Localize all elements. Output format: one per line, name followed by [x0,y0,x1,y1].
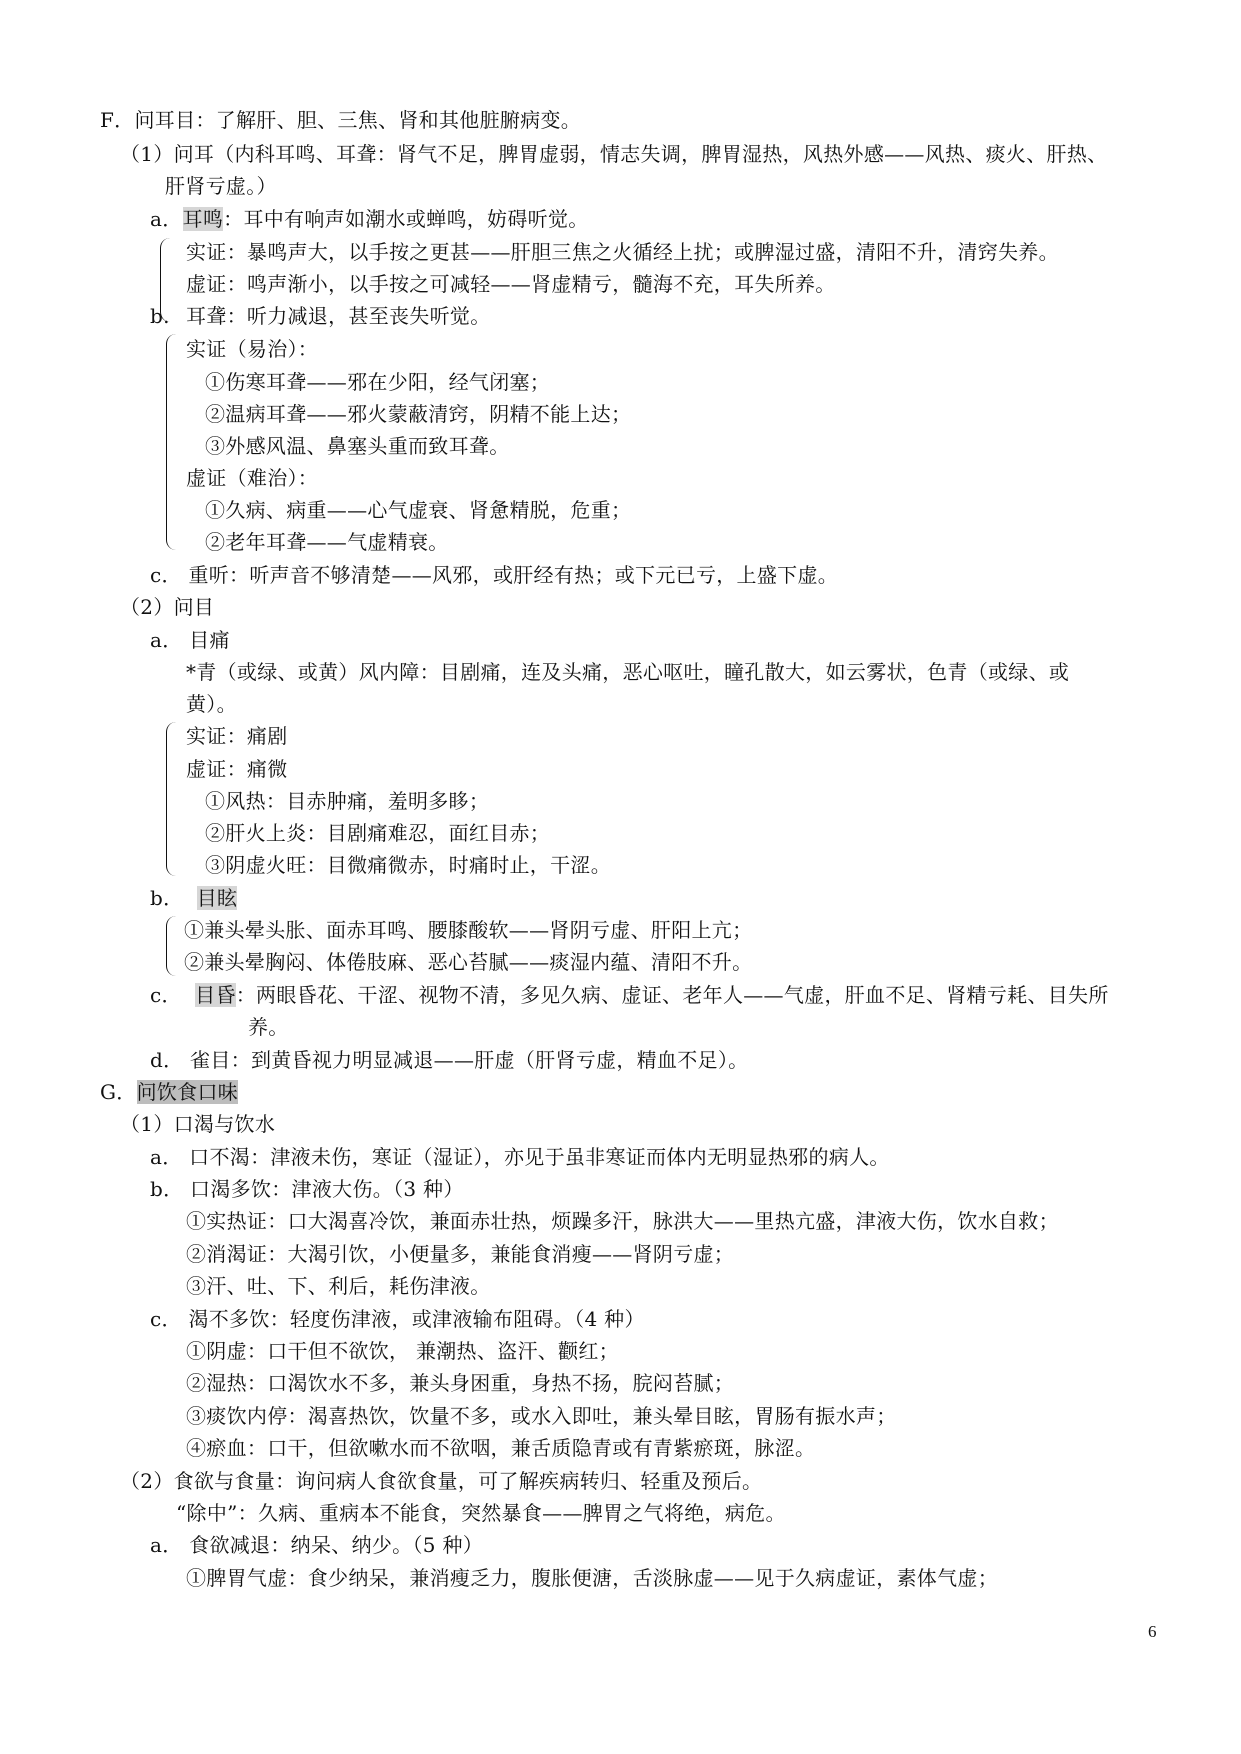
deafness-line: 耳聋：听力减退，甚至丧失听觉。 [186,304,491,328]
tinnitus-prefix: a． [150,207,183,231]
deafness-deficiency: 虚证（难治）： [186,466,319,490]
hard-of-hearing-line: c． 重听：听声音不够清楚——风邪，或肝经有热；或下元已亏，上盛下虚。 [150,563,839,587]
no-thirst-line: a． 口不渴：津液未伤，寒证（湿证），亦见于虽非寒证而体内无明显热邪的病人。 [150,1145,890,1169]
deafness-excess: 实证（易治）： [186,337,319,361]
glaucoma-note-line1: *青（或绿、或黄）风内障：目剧痛，连及头痛，恶心呕吐，瞳孔散大，如云雾状，色青（或绿、或 [186,660,1070,684]
tinnitus-line [150,205,589,233]
eye-pain-item-3: ③阴虚火旺：目微痛微赤，时痛时止，干涩。 [205,853,611,877]
eye-pain-excess: 实证：痛剧 [186,724,288,748]
thirst-drink-much-1: ①实热证：口大渴喜冷饮，兼面赤壮热，烦躁多汗，脉洪大——里热亢盛，津液大伤，饮水自救； [186,1209,1059,1233]
dizziness-item-2: ②兼头晕胸闷、体倦肢麻、恶心苔腻——痰湿内蕴、清阳不升。 [184,950,753,974]
section-f-title: F．问耳目：了解肝、胆、三焦、肾和其他脏腑病变。 [100,108,582,132]
tinnitus-excess: 实证：暴鸣声大，以手按之更甚——肝胆三焦之火循经上扰；或脾湿过盛，清阳不升，清窍失养。 [186,240,1059,264]
thirst-drink-much-2: ②消渴证：大渴引饮，小便量多，兼能食消瘦——肾阴亏虚； [186,1242,735,1266]
poor-appetite-1: ①脾胃气虚：食少纳呆，兼消瘦乏力，腹胀便溏，舌淡脉虚——见于久病虚证，素体气虚； [186,1566,998,1590]
deafness-deficiency-1: ①久病、病重——心气虚衰、肾惫精脱，危重； [205,498,632,522]
deafness-excess-3: ③外感风温、鼻塞头重而致耳聋。 [205,434,510,458]
night-blindness-line: d． 雀目：到黄昏视力明显减退——肝虚（肝肾亏虚，精血不足）。 [150,1048,749,1072]
eye-heading: （2）问目 [120,595,215,619]
section-g-prefix: G． [100,1080,137,1104]
blurred-vision-prefix: c． [150,983,182,1007]
deafness-excess-1: ①伤寒耳聋——邪在少阳，经气闭塞； [205,370,551,394]
blurred-vision-desc: ：两眼昏花、干涩、视物不清，多见久病、虚证、老年人——气虚，肝血不足、肾精亏耗、目失所 [235,983,1109,1007]
poor-appetite-line: a． 食欲减退：纳呆、纳少。（5 种） [150,1533,484,1557]
tinnitus-term: 耳鸣 [182,207,224,231]
chuzhong-note: “除中”：久病、重病本不能食，突然暴食——脾胃之气将绝，病危。 [176,1501,786,1525]
deafness-prefix: b. [150,304,170,328]
brace-eye-pain [166,722,177,876]
appetite-heading: （2）食欲与食量：询问病人食欲食量，可了解疾病转归、轻重及预后。 [120,1469,763,1493]
eye-pain-item-1: ①风热：目赤肿痛，羞明多眵； [205,789,490,813]
thirst-drink-much-line: b． 口渴多饮：津液大伤。（3 种） [150,1177,464,1201]
section-g-heading: 问饮食口味 [136,1080,239,1104]
deafness-excess-2: ②温病耳聋——邪火蒙蔽清窍，阴精不能上达； [205,402,632,426]
section-g-title [100,1078,238,1106]
tinnitus-desc: ：耳中有响声如潮水或蝉鸣，妨碍听觉。 [223,207,589,231]
blurred-vision-term: 目昏 [195,983,236,1007]
page-number: 6 [1148,1622,1157,1641]
dizziness-line [150,884,237,912]
dizziness-item-1: ①兼头晕头胀、面赤耳鸣、腰膝酸软——肾阴亏虚、肝阳上亢； [184,918,753,942]
thirst-drink-little-2: ②湿热：口渴饮水不多，兼头身困重，身热不扬，脘闷苔腻； [186,1371,735,1395]
deafness-deficiency-2: ②老年耳聋——气虚精衰。 [205,530,449,554]
thirst-drink-little-3: ③痰饮内停：渴喜热饮，饮量不多，或水入即吐，兼头晕目眩，胃肠有振水声； [186,1404,897,1428]
thirst-drink-much-3: ③汗、吐、下、利后，耗伤津液。 [186,1274,491,1298]
glaucoma-note-line2: 黄）。 [186,692,237,716]
dizziness-prefix: b． [150,886,184,910]
brace-dizziness [166,916,177,976]
ear-heading-line2: 肝肾亏虚。） [165,174,277,198]
dizziness-term: 目眩 [196,886,238,910]
blurred-vision-cont: 养。 [248,1015,289,1039]
brace-deafness [166,334,177,550]
thirst-drink-little-line: c． 渴不多饮：轻度伤津液，或津液输布阻碍。（4 种） [150,1307,645,1331]
eye-pain-item-2: ②肝火上炎：目剧痛难忍，面红目赤； [205,821,551,845]
ear-heading-line1: （1）问耳（内科耳鸣、耳聋：肾气不足，脾胃虚弱，情志失调，脾胃湿热，风热外感——风热、痰火、肝热、 [120,142,1108,166]
eye-pain-title: a． 目痛 [150,628,230,652]
thirst-drink-little-4: ④瘀血：口干，但欲嗽水而不欲咽，兼舌质隐青或有青紫瘀斑，脉涩。 [186,1436,816,1460]
thirst-drink-little-1: ①阴虚：口干但不欲饮， 兼潮热、盗汗、颧红； [186,1339,619,1363]
tinnitus-deficiency: 虚证：鸣声渐小，以手按之可减轻——肾虚精亏，髓海不充，耳失所养。 [186,272,836,296]
blurred-vision-line [150,981,1109,1009]
thirst-heading: （1）口渴与饮水 [120,1112,276,1136]
eye-pain-deficiency: 虚证：痛微 [186,757,288,781]
